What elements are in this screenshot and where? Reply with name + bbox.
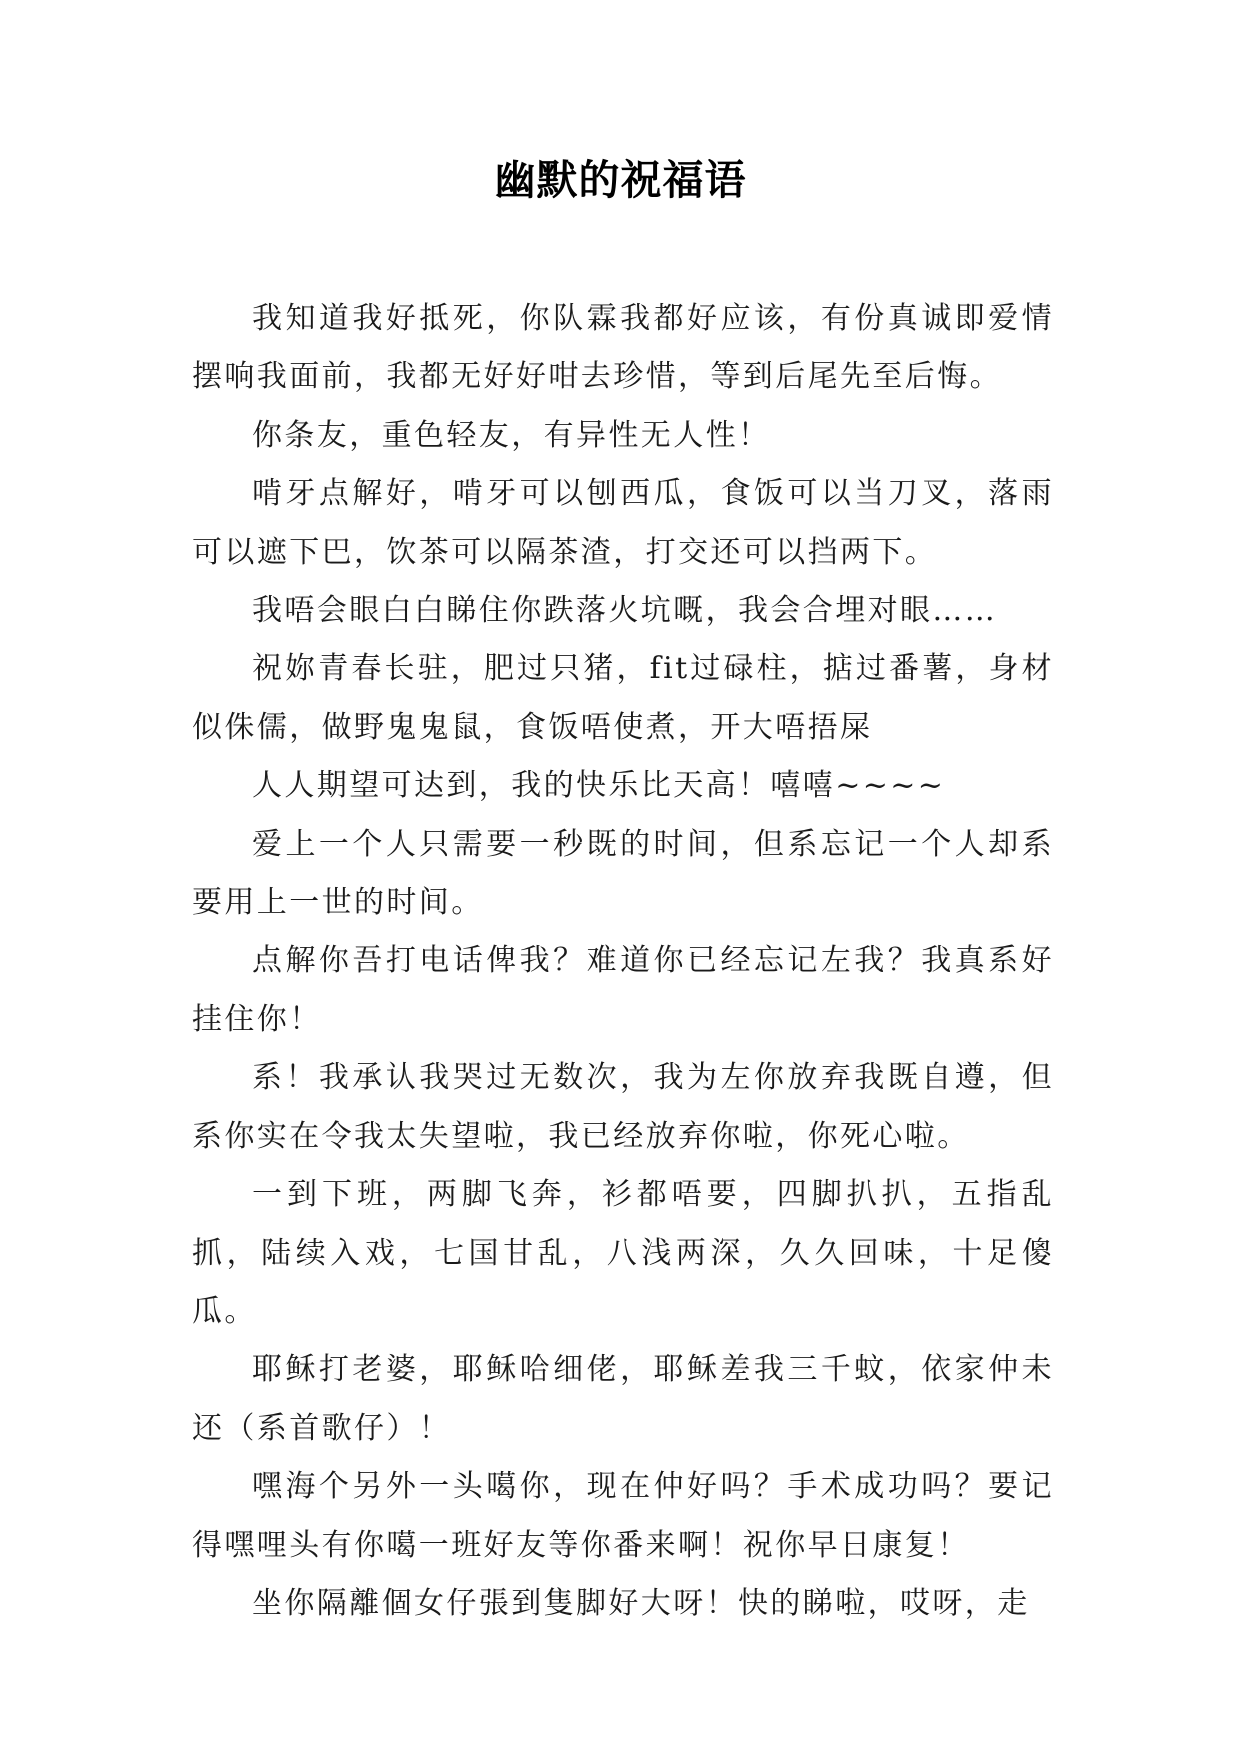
paragraph: 我知道我好抵死，你队霖我都好应该，有份真诚即爱情摆响我面前，我都无好好咁去珍惜，等到后尾先至后悔。 (192, 301, 1054, 395)
paragraph: 我唔会眼白白睇住你跌落火坑嘅，我会合埋对眼…… (252, 593, 998, 629)
paragraph: 系！我承认我哭过无数次，我为左你放弃我既自遵，但系你实在令我太失望啦，我已经放弃你啦，你死心啦。 (192, 1060, 1054, 1154)
paragraph: 嘿海个另外一头噶你，现在仲好吗？手术成功吗？要记得嘿哩头有你噶一班好友等你番来啊！祝你早日康复！ (192, 1469, 1054, 1563)
paragraph: 点解你吾打电话俾我？难道你已经忘记左我？我真系好挂住你！ (192, 943, 1054, 1037)
paragraph: 爱上一个人只需要一秒既的时间，但系忘记一个人却系要用上一世的时间。 (192, 826, 1054, 921)
paragraph: 一到下班，两脚飞奔，衫都唔要，四脚扒扒，五指乱抓，陆续入戏，七国甘乱，八浅两深，久久回味，十足傻瓜。 (192, 1177, 1054, 1329)
document-body (192, 290, 1054, 1633)
paragraph: 坐你隔離個女仔張到隻脚好大呀！快的睇啦，哎呀，走 (252, 1585, 1030, 1621)
paragraph: 祝妳青春长驻，肥过只猪，fit过碌柱，掂过番薯，身材似侏儒，做野鬼鬼鼠，食饭唔使煮，开大唔捂屎 (192, 651, 1054, 745)
paragraph: 你条友，重色轻友，有异性无人性！ (252, 417, 771, 453)
paragraph: 人人期望可达到，我的快乐比天高！嘻嘻~~~~ (252, 768, 946, 804)
paragraph: 耶稣打老婆，耶稣哈细佬，耶稣差我三千蚊，依家仲未还（系首歌仔）！ (192, 1352, 1054, 1446)
document-title: 幽默的祝福语 (494, 156, 747, 204)
paragraph: 啃牙点解好，啃牙可以刨西瓜，食饭可以当刀叉，落雨可以遮下巴，饮茶可以隔茶渣，打交还可以挡两下。 (192, 476, 1054, 570)
